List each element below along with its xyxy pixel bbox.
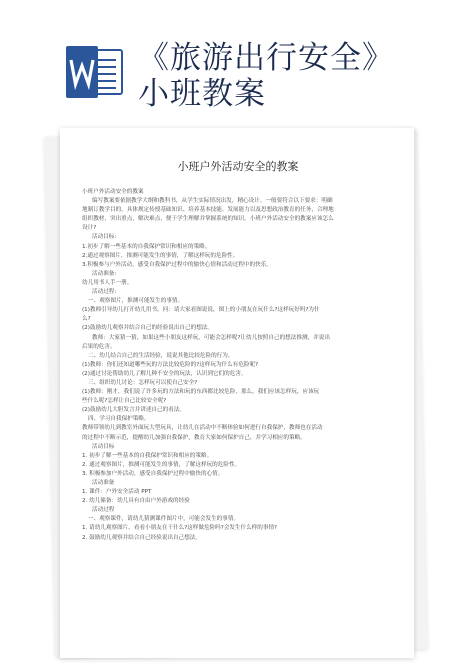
document-title-line-2: 小班教案 <box>138 76 266 112</box>
text-line: 二、幼儿结合自己的生活经验，说说其他比较危险的行为。 <box>88 352 234 359</box>
text-line: 四、学习自我保护策略。 <box>88 416 150 423</box>
text-line: 一、观察课件，请幼儿猜测课件图片中，可能会发生的事情。 <box>88 516 240 523</box>
text-line: 1. 课件：户外安全活动 PPT <box>82 489 152 496</box>
text-line: 活动准备: <box>92 270 117 277</box>
text-line: 教师带领幼儿到教室外面玩大型玩具，让幼儿在活动中不断体验如何进行自我保护，教师也在活动 <box>82 425 323 432</box>
text-line: 的过程中不断示范，提醒幼儿加强自我保护，教育大家如何保护自己，并学习相应的策略。 <box>82 434 306 441</box>
document-title-line-1: 《旅游出行安全》 <box>138 40 394 76</box>
text-line: 2. 鼓励幼儿观察并结合自己经验说出自己想法。 <box>82 534 201 541</box>
text-line: 三、组织幼儿讨论：怎样玩可以使自己安全? <box>88 379 198 386</box>
text-line: 组织教材，突出重点，解决难点，便于学生理解并掌握系统的知识。小班户外活动安全的教案应该怎么 <box>82 216 334 223</box>
text-line: 活动目标: <box>92 234 117 241</box>
text-line: 幼儿用书人手一册。 <box>82 279 133 286</box>
text-line: 3.积极参与户外活动，感受自我保护过程中的愉快心情和活动过程中的快乐。 <box>82 261 272 268</box>
text-line: 些什么呢?怎样让自己比较安全呢? <box>82 398 167 405</box>
text-line: (2)鼓励幼儿大胆发言并讲述自己的看法。 <box>82 407 186 414</box>
banner <box>0 0 474 120</box>
document-text <box>82 188 394 543</box>
text-line: 小班户外活动安全的教案 <box>82 189 144 195</box>
text-line: 后果的危害。 <box>82 343 116 350</box>
text-line: 一、观察图片，推测可能发生的事情。 <box>88 298 184 305</box>
text-line: 2. 幼儿储备：幼儿具有自由户外游戏的经验 <box>82 498 190 505</box>
text-line: 地制订教学目的，具体规定传授基础知识、培养基本技能、发展能力以及思想政治教育的任务，合理地 <box>82 207 334 214</box>
text-line: 3. 积极参加户外活动，感受自我保护过程中愉快的心情。 <box>82 470 224 477</box>
text-line: (1)教师：刚才，我们说了许多玩的方法和玩的东西都比较危险，那么，我们应该怎样玩，应该玩 <box>82 389 320 396</box>
text-line: 教师：大家猜一猜，如果这些小朋友这样玩，可能会怎样呢?让幼儿按照自己的想法推测，并说出 <box>92 334 330 341</box>
text-line: 设计? <box>82 225 97 232</box>
text-line: 活动过程: <box>92 289 117 296</box>
text-line: (1)教师：你们还知道哪些玩的方法比较危险的?这样玩为什么有危险呢? <box>82 361 259 368</box>
document-body <box>82 158 394 543</box>
text-line: 活动过程 <box>92 507 115 514</box>
word-document-icon <box>66 46 124 98</box>
text-line: 活动目标 <box>92 443 115 450</box>
text-line: 2.通过观察图片，推测可能发生的事情，了解这样玩的危险性。 <box>82 252 239 259</box>
text-line: 1. 请幼儿观察图片，看看小朋友在干什么?这样做危险吗?会发生什么样的事情? <box>82 525 278 532</box>
text-line: (2)鼓励幼儿观察并结合自己的经验说出自己的想法。 <box>82 325 213 332</box>
text-line: 1. 初步了解一些基本的自我保护常识和相应的策略。 <box>82 452 213 459</box>
text-line: 编写教案要依据教学大纲和教科书，从学生实际情况出发，精心设计。一般要符合以下要求：明确 <box>92 198 333 205</box>
text-line: 活动准备 <box>92 480 115 486</box>
page-title: 小班户外活动安全的教案 <box>177 160 299 173</box>
text-line: 1.初步了解一些基本的自我保护常识和相应的策略。 <box>82 243 211 250</box>
document-page <box>60 128 414 658</box>
text-line: 么? <box>82 316 91 323</box>
text-line: 2. 通过观察图片，推测可能发生的事情，了解这样玩的危险性。 <box>82 461 241 468</box>
text-line: (2)通过讨论帮助幼儿了解几种不安全的玩法，认识到它们的危害。 <box>82 370 247 377</box>
text-line: (1)教师引导幼儿打开幼儿用书，问：请大家看图说说，图上的小朋友在玩什么?这样玩好吗?为什 <box>82 307 320 314</box>
